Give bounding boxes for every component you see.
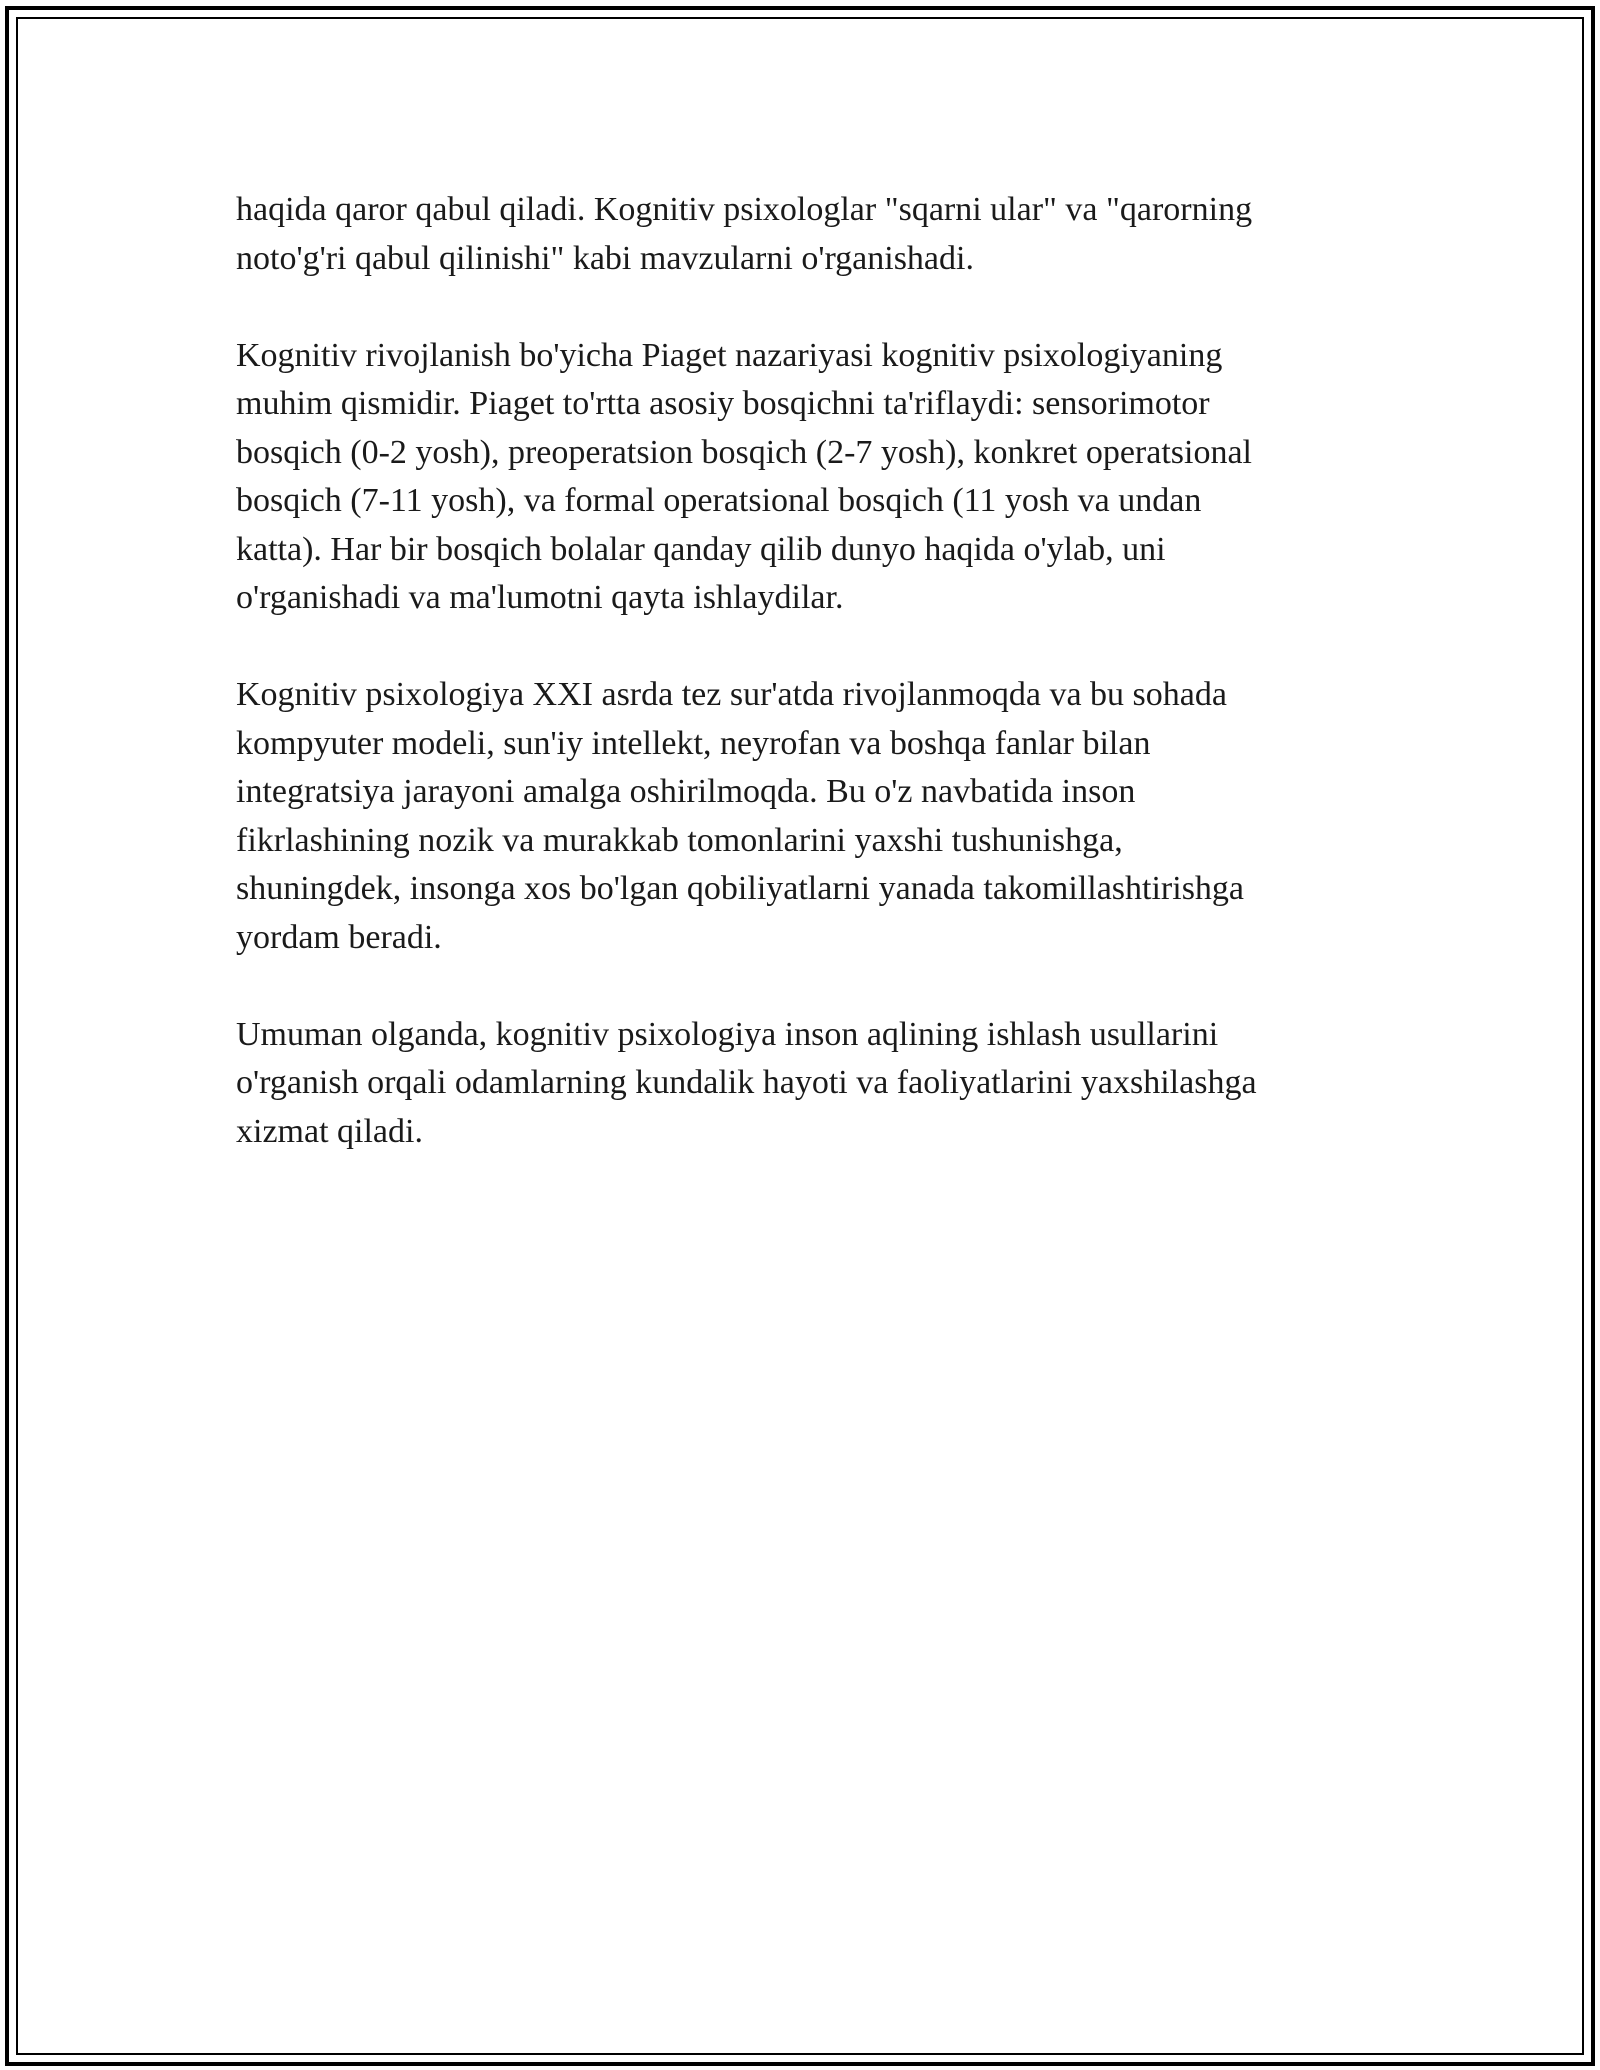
paragraph-decision-topics: haqida qaror qabul qiladi. Kognitiv psixologlar "sqarni ular" va "qarorning noto'g'ri qabul qilinishi" kabi mavzularni o'rganishadi. <box>236 191 1253 277</box>
paragraph-21st-century-development: Kognitiv psixologiya XXI asrda tez sur'atda rivojlanmoqda va bu sohada kompyuter modeli, sun'iy intellekt, neyrofan va boshqa fanlar bilan integratsiya jarayoni amalga oshirilmoqda. Bu o'z navbatida inson fikrlashining nozik va murakkab tomonlarini yaxshi tushunishga, shuningdek, insonga xos bo'lgan qobiliyatlarni yanada takomillashtirishga yordam beradi. <box>236 676 1245 956</box>
document-body <box>236 186 1356 1205</box>
paragraph-conclusion: Umuman olganda, kognitiv psixologiya inson aqlining ishlash usullarini o'rganish orqali odamlarning kundalik hayoti va faoliyatlarini yaxshilashga xizmat qiladi. <box>236 1015 1257 1150</box>
paragraph-piaget-theory: Kognitiv rivojlanish bo'yicha Piaget nazariyasi kognitiv psixologiyaning muhim qismidir. Piaget to'rtta asosiy bosqichni ta'riflaydi: sensorimotor bosqich (0-2 yosh), preoperatsion bosqich (2-7 yosh), konkret operatsional bosqich (7-11 yosh), va formal operatsional bosqich (11 yosh va undan katta). Har bir bosqich bolalar qanday qilib dunyo haqida o'ylab, uni o'rganishadi va ma'lumotni qayta ishlaydilar. <box>236 336 1252 616</box>
